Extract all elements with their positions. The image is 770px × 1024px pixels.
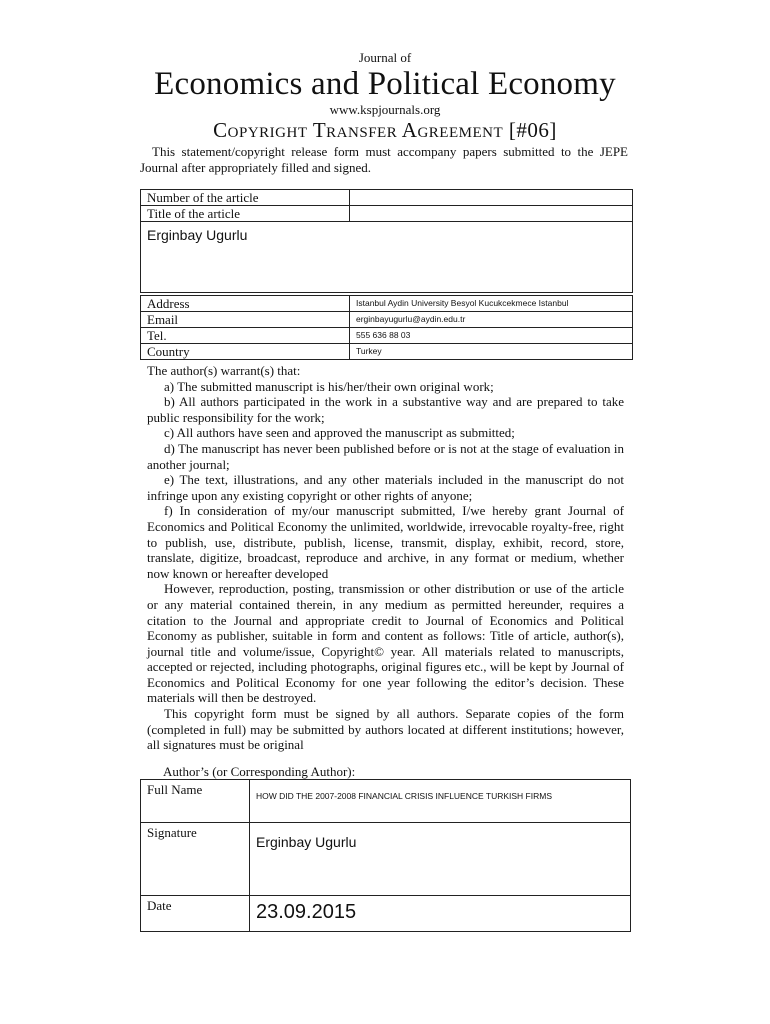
warranty-item-a: a) The submitted manuscript is his/her/their own original work; [164, 378, 494, 394]
article-info-table [140, 189, 633, 360]
article-number-label: Number of the article [141, 190, 350, 206]
warranty-however: However, reproduction, posting, transmission or other distribution or use of the article or any material contained therein, in any medium as permitted hereunder, requires a citation to the Journal and appropriate credit to Journal of Economics and Political Economy as publisher, suitable in form and content as follows: Title of article, author(s), journal title and volume/issue, Copyright© year. All materials related to manuscripts, accepted or rejected, including photographs, original figures etc., will be kept by Journal of Economics and Political Economy for one year following the editor’s decision. These materials will then be destroyed. [147, 581, 624, 706]
tel-label: Tel. [141, 328, 350, 344]
email-field[interactable]: erginbayugurlu@aydin.edu.tr [350, 312, 633, 328]
warranty-lead: The author(s) warrant(s) that: [147, 363, 301, 378]
signature-lead: Author’s (or Corresponding Author): [163, 764, 356, 779]
warranty-item-d: d) The manuscript has never been published before or is not at the stage of evaluation in another journal; [147, 440, 624, 472]
form-intro: This statement/copyright release form must accompany papers submitted to the JEPE Journal after appropriately filled and signed. [140, 144, 628, 175]
author-name-field[interactable]: Erginbay Ugurlu [141, 222, 633, 293]
tel-field[interactable]: 555 636 88 03 [350, 328, 633, 344]
signature-label: Signature [141, 823, 250, 896]
journal-url: www.kspjournals.org [329, 102, 441, 117]
article-title-field[interactable] [350, 206, 633, 222]
form-title: Copyright Transfer Agreement [#06] [213, 118, 557, 142]
article-number-field[interactable] [350, 190, 633, 206]
fullname-field[interactable]: HOW DID THE 2007-2008 FINANCIAL CRISIS INFLUENCE TURKISH FIRMS [250, 780, 631, 823]
warranty-text [147, 363, 624, 753]
warranty-item-e: e) The text, illustrations, and any other materials included in the manuscript do not infringe upon any existing copyright or other rights of anyone; [147, 472, 624, 503]
warranty-signing: This copyright form must be signed by all authors. Separate copies of the form (completed in full) may be submitted by authors located at different institutions; however, all signatures must be original [147, 706, 624, 753]
signature-field[interactable]: Erginbay Ugurlu [250, 823, 631, 896]
signature-table [140, 779, 631, 932]
email-label: Email [141, 312, 350, 328]
fullname-label: Full Name [141, 780, 250, 823]
country-label: Country [141, 344, 350, 360]
warranty-item-f: f) In consideration of my/our manuscript submitted, I/we hereby grant Journal of Economics and Political Economy the unlimited, worldwide, irrevocable royalty-free, right to publish, use, distribute, publish, license, transmit, display, exhibit, record, store, translate, digitize, broadcast, reproduce and archive, in any format or medium, whether now known or hereafter developed [147, 503, 624, 581]
address-label: Address [141, 296, 350, 312]
article-title-label: Title of the article [141, 206, 350, 222]
date-label: Date [141, 896, 250, 932]
country-field[interactable]: Turkey [350, 344, 633, 360]
journal-title: Economics and Political Economy [154, 66, 616, 102]
warranty-item-c: c) All authors have seen and approved the manuscript as submitted; [164, 425, 515, 441]
warranty-item-b: b) All authors participated in the work in a substantive way and are prepared to take public responsibility for the work; [147, 394, 624, 425]
address-field[interactable]: Istanbul Aydin University Besyol Kucukcekmece Istanbul [350, 296, 633, 312]
journal-kicker: Journal of [358, 50, 412, 65]
date-field[interactable]: 23.09.2015 [250, 896, 631, 932]
